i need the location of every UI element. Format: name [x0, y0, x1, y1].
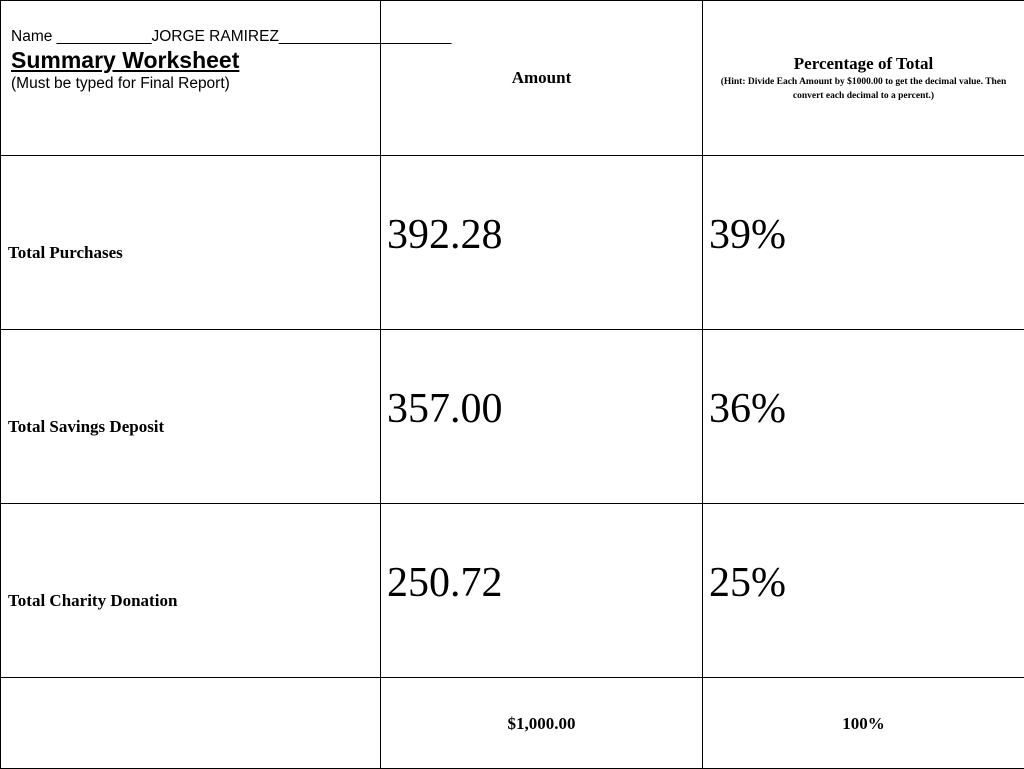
total-percent-cell: [703, 678, 1024, 769]
amount-value: 357.00: [381, 330, 703, 504]
percent-value: 25%: [703, 504, 1024, 678]
percent-value: 39%: [703, 156, 1024, 330]
header-row: [1, 1, 1024, 156]
worksheet-note: (Must be typed for Final Report): [11, 74, 380, 94]
table-row: [1, 330, 1024, 504]
percentage-header-hint: (Hint: Divide Each Amount by $1000.00 to get the decimal value. Then convert each decimal to a percent.): [711, 75, 1016, 103]
total-amount-cell: [381, 678, 703, 769]
total-percent: 100%: [842, 714, 885, 733]
percentage-header-title: Percentage of Total: [711, 54, 1016, 74]
total-amount: $1,000.00: [508, 714, 576, 733]
row-label: Total Savings Deposit: [8, 417, 164, 436]
row-label: Total Purchases: [8, 243, 123, 262]
row-label-cell: [1, 504, 381, 678]
amount-value: 392.28: [381, 156, 703, 330]
row-label-cell: [1, 156, 381, 330]
percentage-column-header: [703, 1, 1024, 156]
worksheet-heading-cell: [1, 1, 381, 156]
amount-value: 250.72: [381, 504, 703, 678]
totals-row: [1, 678, 1024, 769]
percent-value: 36%: [703, 330, 1024, 504]
row-label-cell: [1, 330, 381, 504]
worksheet-title: Summary Worksheet: [11, 47, 380, 74]
amount-column-header: Amount: [381, 1, 703, 156]
table-row: [1, 156, 1024, 330]
table-row: [1, 504, 1024, 678]
student-name-line: Name ___________JORGE RAMIREZ____________________: [11, 27, 380, 47]
row-label: Total Charity Donation: [8, 591, 177, 610]
totals-label-cell: [1, 678, 381, 769]
